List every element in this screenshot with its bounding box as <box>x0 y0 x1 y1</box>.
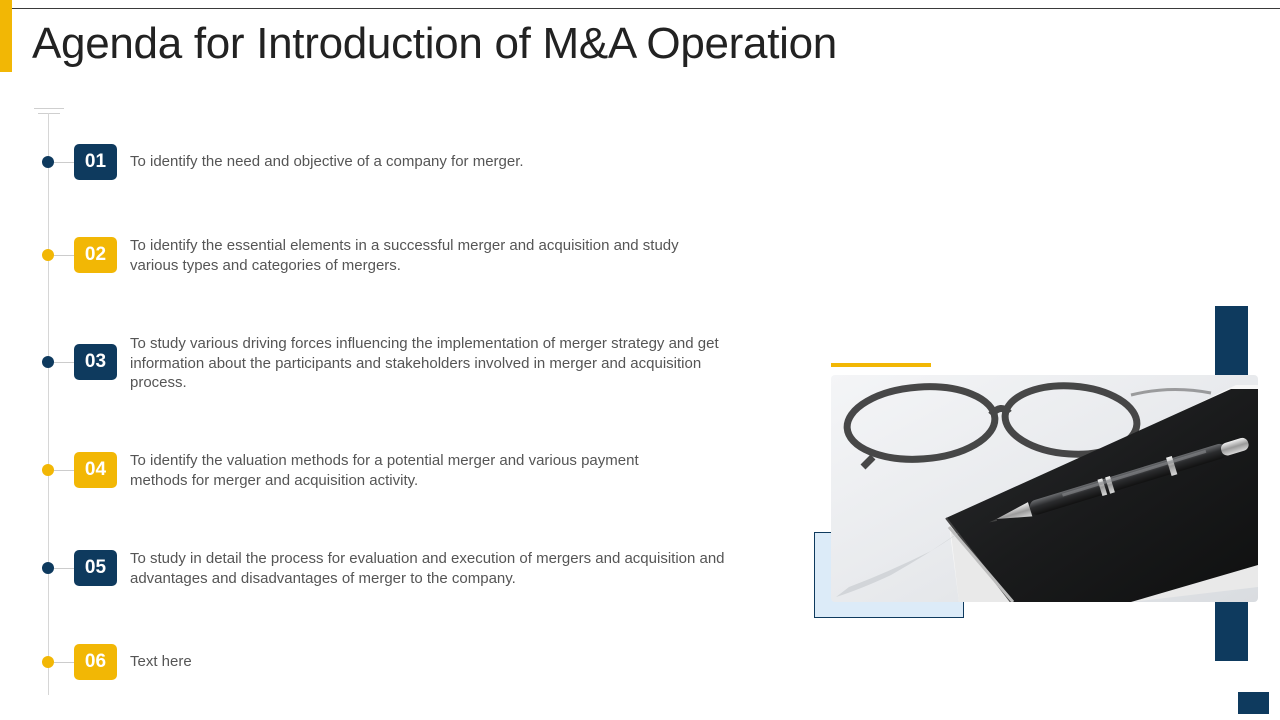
agenda-item-01 <box>0 144 760 204</box>
timeline-connector <box>54 362 74 363</box>
agenda-item-text: To identify the valuation methods for a potential merger and various payment methods for merger and acquisition activity. <box>130 452 639 489</box>
timeline-dot <box>42 464 54 476</box>
timeline-cap <box>34 108 64 109</box>
agenda-number-badge: 05 <box>74 550 117 586</box>
agenda-number-badge: 01 <box>74 144 117 180</box>
top-rule <box>12 8 1280 9</box>
agenda-number-badge: 06 <box>74 644 117 680</box>
agenda-item-03 <box>0 335 760 404</box>
notebook-pen-glasses-icon <box>831 375 1258 602</box>
agenda-item-text: Text here <box>130 653 192 670</box>
corner-accent-square <box>1238 692 1269 714</box>
timeline-connector <box>54 568 74 569</box>
agenda-item-04 <box>0 452 760 512</box>
timeline-cap-inner <box>38 113 60 114</box>
timeline-dot <box>42 156 54 168</box>
agenda-item-text: To identify the need and objective of a company for merger. <box>130 153 524 170</box>
title-accent-bar <box>0 0 12 72</box>
agenda-number-badge: 02 <box>74 237 117 273</box>
timeline-connector <box>54 470 74 471</box>
agenda-number-badge: 04 <box>74 452 117 488</box>
agenda-item-text: To identify the essential elements in a successful merger and acquisition and study various types and categories of mergers. <box>130 237 679 274</box>
agenda-number-badge: 03 <box>74 344 117 380</box>
timeline-dot <box>42 656 54 668</box>
timeline-connector <box>54 162 74 163</box>
timeline-connector <box>54 255 74 256</box>
timeline-dot <box>42 356 54 368</box>
notebook-photo <box>831 375 1258 602</box>
agenda-item-text: To study in detail the process for evaluation and execution of mergers and acquisition and advantages and disadvantages of merger to the company. <box>130 550 725 587</box>
timeline-connector <box>54 662 74 663</box>
slide-title: Agenda for Introduction of M&A Operation <box>32 19 837 68</box>
decorative-gold-line <box>831 363 931 367</box>
agenda-item-02 <box>0 237 760 297</box>
agenda-item-05 <box>0 550 760 610</box>
agenda-item-text: To study various driving forces influencing the implementation of merger strategy and get information about the participants and stakeholders involved in merger and acquisition process. <box>130 335 719 391</box>
timeline-dot <box>42 249 54 261</box>
agenda-item-06 <box>0 644 760 704</box>
timeline-dot <box>42 562 54 574</box>
